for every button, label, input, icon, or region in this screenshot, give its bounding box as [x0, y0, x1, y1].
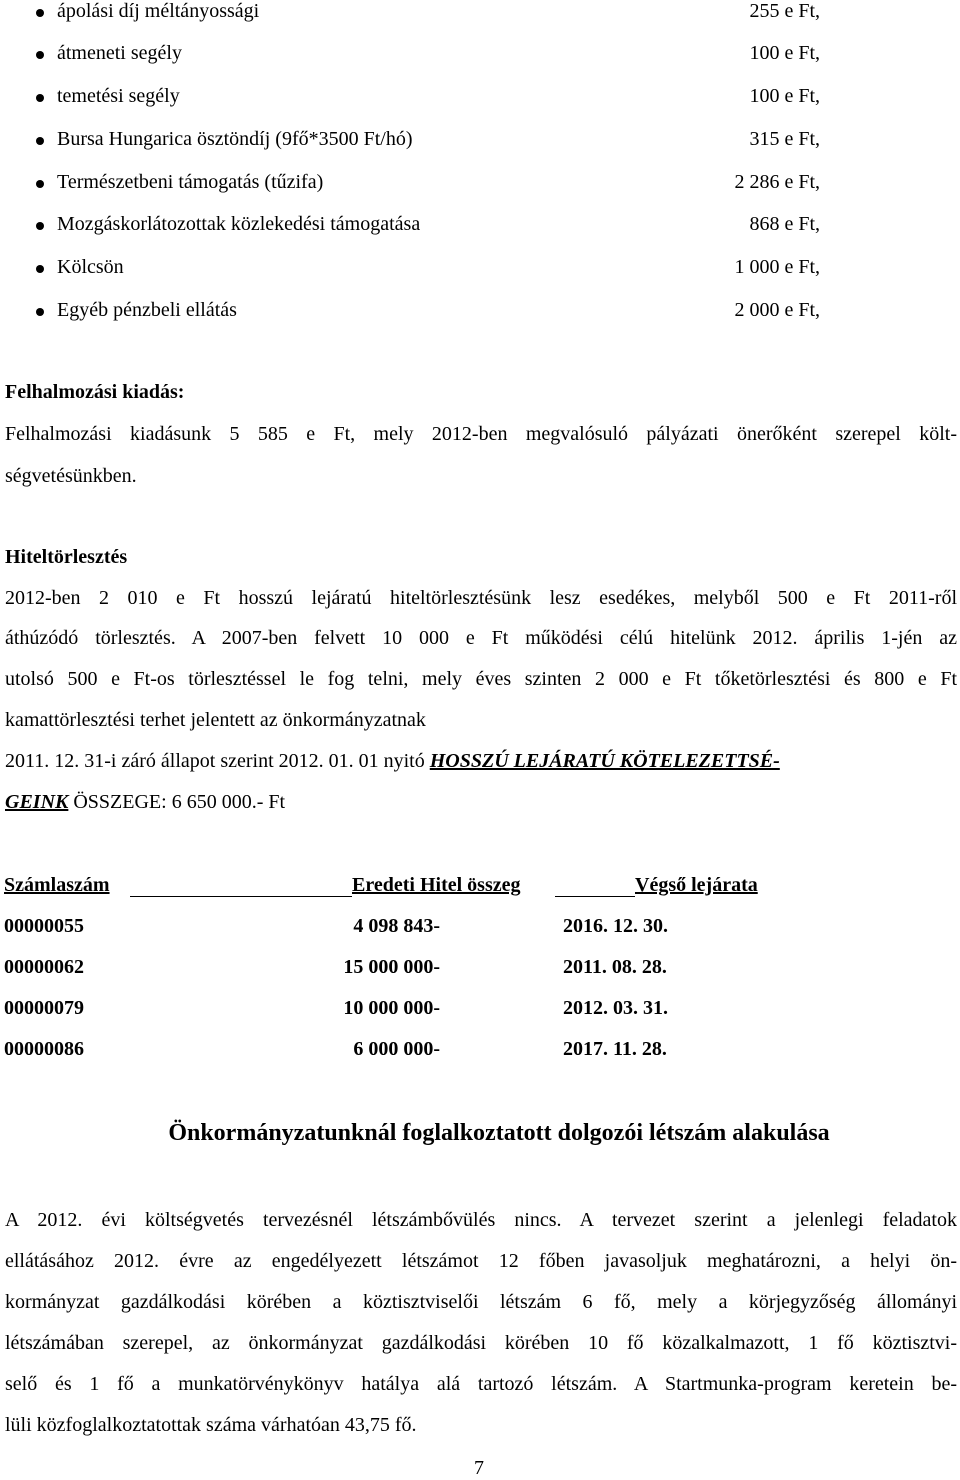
paragraph-line: A 2012. évi költségvetés tervezésnél létszámbővülés nincs. A tervezet szerint a jelenlegi feladatok — [5, 1209, 957, 1231]
cell-amount: 10 000 000- — [343, 997, 440, 1019]
header-rule — [555, 896, 635, 897]
cell-due: 2012. 03. 31. — [563, 997, 668, 1019]
paragraph-line: 2012-ben 2 010 e Ft hosszú lejáratú hiteltörlesztésünk lesz esedékes, melyből 500 e Ft 2011-ről — [5, 587, 957, 609]
page-number: 7 — [474, 1457, 484, 1479]
table-row — [0, 1038, 800, 1066]
cell-amount: 4 098 843- — [353, 915, 440, 937]
cell-account: 00000079 — [4, 997, 84, 1019]
paragraph-line: utolsó 500 e Ft-os törlesztéssel le fog telni, mely éves szinten 2 000 e Ft tőketörlesztési és 800 e Ft — [5, 668, 957, 690]
bullet-icon — [36, 137, 44, 145]
list-item: átmeneti segély 100 e Ft, — [0, 42, 820, 72]
bullet-icon — [36, 308, 44, 316]
bullet-icon — [36, 222, 44, 230]
header-rule — [130, 896, 352, 897]
paragraph-line: kormányzat gazdálkodási körében a köztisztviselői létszám 6 fő, mely a körjegyzőség állományi — [5, 1291, 957, 1313]
bullet-icon — [36, 180, 44, 188]
paragraph-line: 2011. 12. 31-i záró állapot szerint 2012. 01. 01 nyitó HOSSZÚ LEJÁRATÚ KÖTELEZETTSÉ- — [5, 750, 780, 772]
bullet-icon — [36, 94, 44, 102]
cell-amount: 6 000 000- — [353, 1038, 440, 1060]
paragraph-line: létszámában szerepel, az önkormányzat gazdálkodási körében 10 fő közalkalmazott, 1 fő köztisztvi- — [5, 1332, 957, 1354]
paragraph-line: ellátásához 2012. évre az engedélyezett létszámot 12 főben javasoljuk meghatározni, a helyi ön- — [5, 1250, 957, 1272]
cell-due: 2017. 11. 28. — [563, 1038, 667, 1060]
paragraph-line: Felhalmozási kiadásunk 5 585 e Ft, mely 2012-ben megvalósuló pályázati önerőként szerepel költ- — [5, 423, 957, 445]
list-item: temetési segély 100 e Ft, — [0, 85, 820, 115]
list-item: Természetbeni támogatás (tűzifa) 2 286 e Ft, — [0, 171, 820, 201]
table-header-amount: Eredeti Hitel összeg — [352, 874, 521, 896]
paragraph-line: selő és 1 fő a munkatörvénykönyv hatálya alá tartozó létszám. A Startmunka-program keretein be- — [5, 1373, 957, 1395]
cell-due: 2016. 12. 30. — [563, 915, 668, 937]
bullet-icon — [36, 265, 44, 273]
list-item: Bursa Hungarica ösztöndíj (9fő*3500 Ft/hó) 315 e Ft, — [0, 128, 820, 158]
table-row — [0, 915, 800, 943]
bullet-icon — [36, 9, 44, 17]
paragraph-line: ségvetésünkben. — [5, 465, 137, 487]
paragraph-line: kamattörlesztési terhet jelentett az önkormányzatnak — [5, 709, 426, 731]
table-row — [0, 956, 800, 984]
table-header-account: Számlaszám — [4, 874, 110, 896]
list-item: Kölcsön 1 000 e Ft, — [0, 256, 820, 286]
table-row — [0, 997, 800, 1025]
table-header-due: Végső lejárata — [635, 874, 758, 896]
cell-account: 00000062 — [4, 956, 84, 978]
list-item: Mozgáskorlátozottak közlekedési támogatása 868 e Ft, — [0, 213, 820, 243]
cell-due: 2011. 08. 28. — [563, 956, 667, 978]
list-item: Egyéb pénzbeli ellátás 2 000 e Ft, — [0, 299, 820, 329]
paragraph-line: GEINK ÖSSZEGE: 6 650 000.- Ft — [5, 791, 286, 813]
emphasis-text: GEINK — [5, 791, 69, 813]
paragraph-line: lüli közfoglalkoztatottak száma várhatóan 43,75 fő. — [5, 1414, 417, 1436]
section-heading-hitel: Hiteltörlesztés — [5, 546, 128, 568]
emphasis-text: HOSSZÚ LEJÁRATÚ KÖTELEZETTSÉ- — [429, 750, 780, 772]
bullet-icon — [36, 51, 44, 59]
paragraph-line: áthúzódó törlesztés. A 2007-ben felvett 10 000 e Ft működési célú hitelünk 2012. április 1-jén az — [5, 627, 957, 649]
section-heading-letszam: Önkormányzatunknál foglalkoztatott dolgozói létszám alakulása — [168, 1120, 830, 1146]
cell-account: 00000055 — [4, 915, 84, 937]
list-item: ápolási díj méltányossági 255 e Ft, — [0, 0, 820, 30]
cell-account: 00000086 — [4, 1038, 84, 1060]
section-heading-felhalmozasi: Felhalmozási kiadás: — [5, 381, 185, 403]
cell-amount: 15 000 000- — [343, 956, 440, 978]
